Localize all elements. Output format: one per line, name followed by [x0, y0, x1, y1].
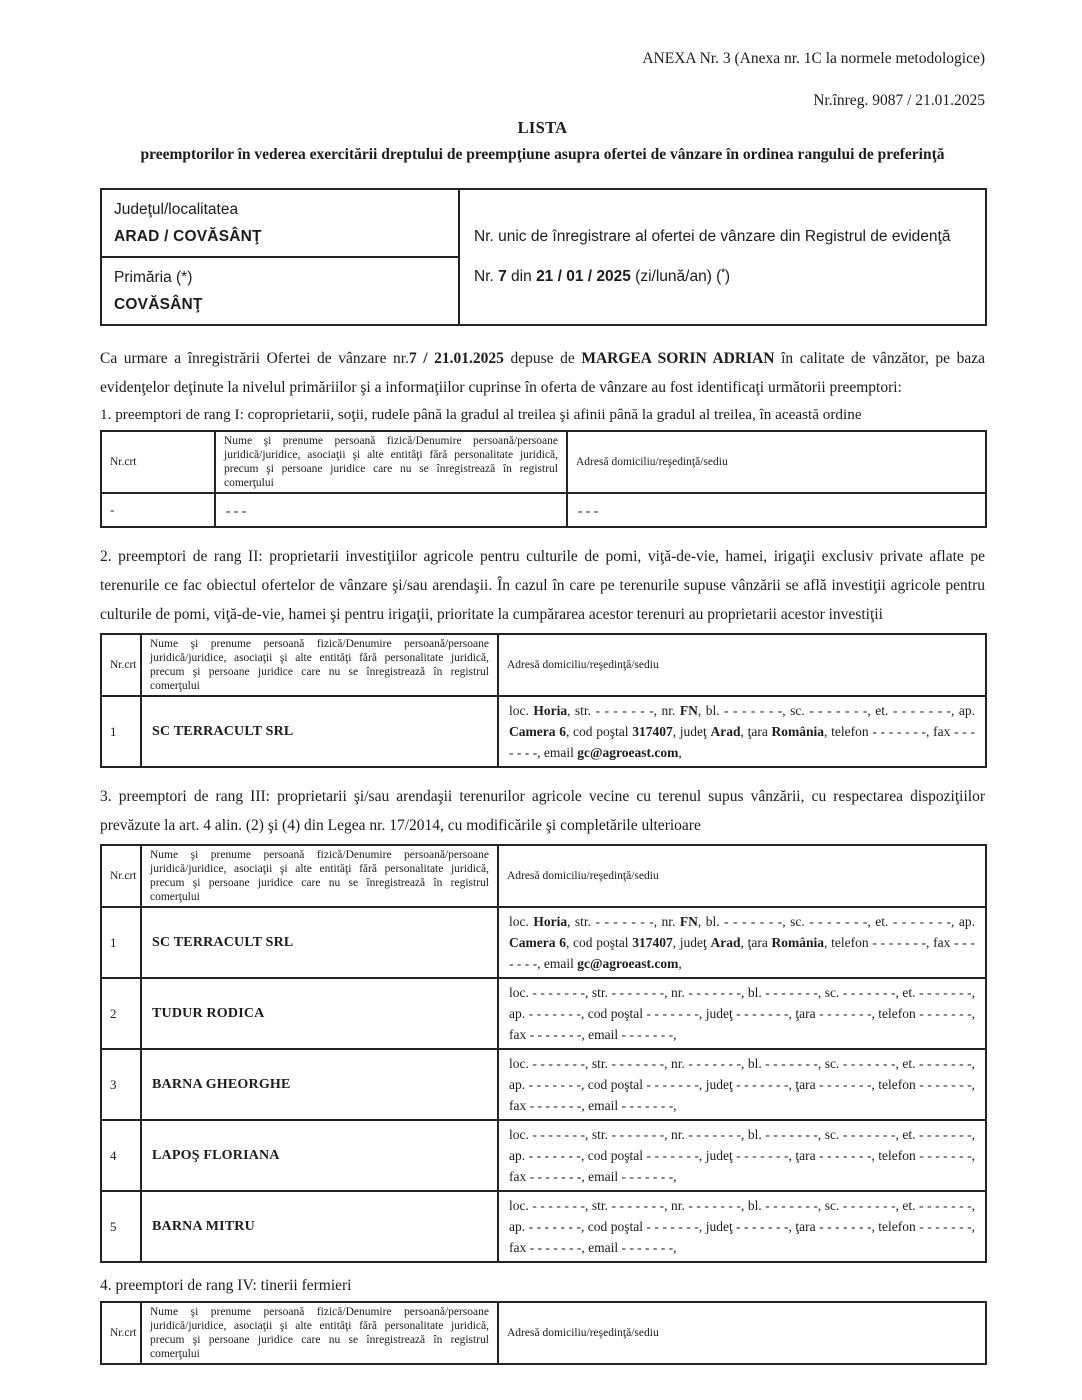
row-number: 1	[101, 696, 141, 767]
header-name: Nume şi prenume persoană fizică/Denumire persoană/persoane juridică/juridice, asociaţii şi alte entităţi fără personalitate juridică, precum şi persoane juridice care nu se înregistrează în registrul comerţului	[141, 634, 498, 696]
rank4-header-row	[101, 1302, 986, 1364]
table-row	[101, 1191, 986, 1262]
header-name: Nume şi prenume persoană fizică/Denumire persoană/persoane juridică/juridice, asociaţii şi alte entităţi fără personalitate juridică, precum şi persoane juridice care nu se înregistrează în registrul comerţului	[141, 845, 498, 907]
header-nr-crt: Nr.crt	[101, 431, 215, 493]
preemptor-address: loc. - - - - - - -, str. - - - - - - -, nr. - - - - - - -, bl. - - - - - - -, sc. - - - - - - -, et. - - - - - - -, ap. - - - - - - -, cod poştal - - - - - - -, judeţ - - - - - - -, ţara - - - - - - -, telefon - - - - - - -, fax - - - - - - -, email - - - - - - -,	[498, 1120, 986, 1191]
registry-cell	[459, 189, 986, 325]
preemptor-name: BARNA GHEORGHE	[141, 1049, 498, 1120]
row-number: 2	[101, 978, 141, 1049]
preemptor-name: SC TERRACULT SRL	[141, 696, 498, 767]
registry-value: Nr. 7 din 21 / 01 / 2025 (zi/lună/an) (*)	[474, 267, 731, 286]
header-address: Adresă domiciliu/reşedinţă/sediu	[498, 1302, 986, 1364]
section-3-heading: 3. preemptori de rang III: proprietarii şi/sau arendaşii terenurilor agricole vecine cu terenul supus vânzării, cu respectarea dispoziţiilor prevăzute la art. 4 alin. (2) şi (4) din Legea nr. 17/2014, cu modificările şi completările ulterioare	[100, 788, 985, 834]
preemptor-address: loc. - - - - - - -, str. - - - - - - -, nr. - - - - - - -, bl. - - - - - - -, sc. - - - - - - -, et. - - - - - - -, ap. - - - - - - -, cod poştal - - - - - - -, judeţ - - - - - - -, ţara - - - - - - -, telefon - - - - - - -, fax - - - - - - -, email - - - - - - -,	[498, 978, 986, 1049]
primaria-label: Primăria (*)	[114, 269, 193, 286]
header-name: Nume şi prenume persoană fizică/Denumire persoană/persoane juridică/juridice, asociaţii şi alte entităţi fără personalitate juridică, precum şi persoane juridice care nu se înregistrează în registrul comerţului	[141, 1302, 498, 1364]
preemptor-address: loc. - - - - - - -, str. - - - - - - -, nr. - - - - - - -, bl. - - - - - - -, sc. - - - - - - -, et. - - - - - - -, ap. - - - - - - -, cod poştal - - - - - - -, judeţ - - - - - - -, ţara - - - - - - -, telefon - - - - - - -, fax - - - - - - -, email - - - - - - -,	[498, 1191, 986, 1262]
section-4-heading: 4. preemptori de rang IV: tinerii fermieri	[100, 1277, 352, 1294]
row-number: -	[101, 493, 215, 527]
rank1-header-row	[101, 431, 986, 493]
registration-number-line: Nr.înreg. 9087 / 21.01.2025	[813, 92, 985, 109]
header-address: Adresă domiciliu/reşedinţă/sediu	[498, 634, 986, 696]
header-address: Adresă domiciliu/reşedinţă/sediu	[498, 845, 986, 907]
county-cell	[101, 189, 459, 257]
preemptor-name: - - -	[215, 493, 567, 527]
table-row	[101, 978, 986, 1049]
info-table-row-county	[101, 189, 986, 257]
preemptor-address: loc. - - - - - - -, str. - - - - - - -, nr. - - - - - - -, bl. - - - - - - -, sc. - - - - - - -, et. - - - - - - -, ap. - - - - - - -, cod poştal - - - - - - -, judeţ - - - - - - -, ţara - - - - - - -, telefon - - - - - - -, fax - - - - - - -, email - - - - - - -,	[498, 1049, 986, 1120]
table-row	[101, 696, 986, 767]
preemptor-name: BARNA MITRU	[141, 1191, 498, 1262]
preemptor-name: SC TERRACULT SRL	[141, 907, 498, 978]
rank1-table	[100, 430, 987, 528]
page-title: LISTA	[517, 118, 568, 137]
preemptor-name: LAPOŞ FLORIANA	[141, 1120, 498, 1191]
header-address: Adresă domiciliu/reşedinţă/sediu	[567, 431, 986, 493]
page-subtitle: preemptorilor în vederea exercitării dreptului de preempţiune asupra ofertei de vânzare în ordinea rangului de preferinţă	[140, 146, 945, 163]
preemptor-address: loc. Horia, str. - - - - - - -, nr. FN, bl. - - - - - - -, sc. - - - - - - -, et. - - - - - - -, ap. Camera 6, cod poştal 317407, judeţ Arad, ţara România, telefon - - - - - - -, fax - - - - - - -, email gc@agroeast.com,	[498, 907, 986, 978]
county-value: ARAD / COVĂSÂNŢ	[114, 228, 262, 245]
table-row	[101, 907, 986, 978]
rank2-table	[100, 633, 987, 768]
row-number: 5	[101, 1191, 141, 1262]
header-nr-crt: Nr.crt	[101, 1302, 141, 1364]
rank3-header-row	[101, 845, 986, 907]
header-nr-crt: Nr.crt	[101, 634, 141, 696]
section-2-heading: 2. preemptori de rang II: proprietarii investiţiilor agricole pentru culturile de pomi, viţă-de-vie, hamei, irigaţii exclusiv private aflate pe terenurile ce fac obiectul ofertelor de vânzare şi/sau arendaşii. În cazul în care pe terenurile supuse vânzării se află investiţii agricole pentru culturile de pomi, viţă-de-vie, hamei şi pentru irigaţii, prioritate la cumpărarea acestor terenuri au proprietarii acestor investiţii	[100, 548, 985, 623]
county-label: Judeţul/localitatea	[114, 201, 239, 218]
preemptor-name: TUDUR RODICA	[141, 978, 498, 1049]
primaria-cell	[101, 257, 459, 325]
table-row	[101, 493, 986, 527]
row-number: 1	[101, 907, 141, 978]
header-nr-crt: Nr.crt	[101, 845, 141, 907]
rank4-table	[100, 1301, 987, 1365]
table-row	[101, 1049, 986, 1120]
header-name: Nume şi prenume persoană fizică/Denumire persoană/persoane juridică/juridice, asociaţii şi alte entităţi fără personalitate juridică, precum şi persoane juridice care nu se înregistrează în registrul comerţului	[215, 431, 567, 493]
section-1-heading: 1. preemptori de rang I: coproprietarii, soţii, rudele până la gradul al treilea şi afinii până la gradul al treilea, în această ordine	[100, 406, 862, 423]
preemptor-address: loc. Horia, str. - - - - - - -, nr. FN, bl. - - - - - - -, sc. - - - - - - -, et. - - - - - - -, ap. Camera 6, cod poştal 317407, judeţ Arad, ţara România, telefon - - - - - - -, fax - - - - - - -, email gc@agroeast.com,	[498, 696, 986, 767]
anexa-reference-line: ANEXA Nr. 3 (Anexa nr. 1C la normele metodologice)	[642, 50, 985, 67]
intro-paragraph: Ca urmare a înregistrării Ofertei de vânzare nr.7 / 21.01.2025 depuse de MARGEA SORIN ADRIAN în calitate de vânzător, pe baza evidenţelor deţinute la nivelul primăriilor şi a informaţiilor cuprinse în oferta de vânzare au fost identificaţi următorii preemptori:	[100, 350, 986, 396]
row-number: 4	[101, 1120, 141, 1191]
primaria-value: COVĂSÂNŢ	[114, 296, 203, 313]
registry-title: Nr. unic de înregistrare al ofertei de vânzare din Registrul de evidenţă	[474, 228, 951, 246]
rank2-header-row	[101, 634, 986, 696]
table-row	[101, 1120, 986, 1191]
info-table	[100, 188, 987, 326]
row-number: 3	[101, 1049, 141, 1120]
preemptor-address: - - -	[567, 493, 986, 527]
rank3-table	[100, 844, 987, 1263]
